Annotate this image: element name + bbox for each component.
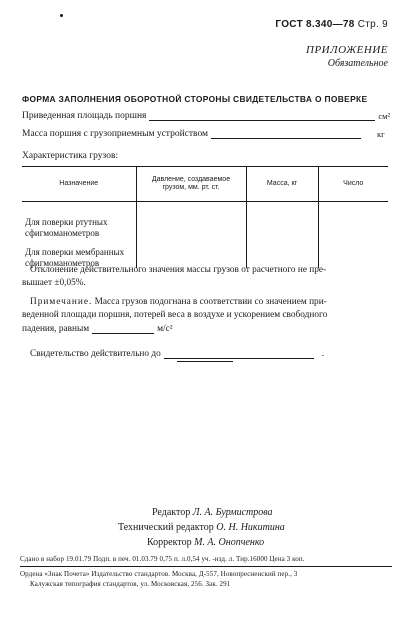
piston-mass-field <box>22 128 385 139</box>
validity-label: Свидетельство действительно до <box>30 349 161 359</box>
weights-heading: Характеристика грузов: <box>22 151 119 161</box>
deviation-line-1: Отклонение действительного значения массы грузов от расчетного не пре- <box>30 265 327 275</box>
row-count <box>318 238 388 268</box>
credit-tech-editor <box>118 522 285 533</box>
imprint-line-3: Калужская типография стандартов, ул. Московская, 256. Зак. 291 <box>30 580 231 588</box>
weights-table <box>22 166 388 268</box>
piston-area-blank <box>149 110 375 121</box>
remark-text-1: Масса грузов подогнана в соответствии со значением при- <box>94 297 327 307</box>
remark-label: Примечание. <box>30 297 93 307</box>
row-count <box>318 202 388 239</box>
deviation-line-2: вышает ±0,05%. <box>22 278 86 288</box>
credit-name: М. А. Онопченко <box>194 537 265 548</box>
appendix-title: ПРИЛОЖЕНИЕ <box>306 44 388 56</box>
piston-area-unit: см² <box>378 111 391 121</box>
table-header-row <box>22 167 388 202</box>
remark-line-2: веденной площади поршня, потерей веса в воздухе и ускорением свободного <box>22 310 328 320</box>
header-purpose: Назначение <box>22 167 136 202</box>
remark-text-3: падения, равным <box>22 324 90 334</box>
validity-field <box>30 348 324 359</box>
header-count: Число <box>318 167 388 202</box>
remark-line-1 <box>30 297 327 307</box>
page-number: Стр. 9 <box>357 19 388 30</box>
table-row <box>22 202 388 239</box>
validity-blank <box>164 348 314 359</box>
piston-mass-blank <box>211 128 361 139</box>
row-pressure <box>136 238 246 268</box>
credit-role: Редактор <box>152 507 191 518</box>
remark-line-3 <box>22 323 173 334</box>
credit-name: Л. А. Бурмистрова <box>192 507 273 518</box>
piston-area-field <box>22 110 390 121</box>
piston-area-label: Приведенная площадь поршня <box>22 111 147 121</box>
credit-role: Технический редактор <box>118 522 214 533</box>
credit-name: О. Н. Никитина <box>216 522 285 533</box>
standard-header <box>275 19 388 30</box>
row-mass <box>246 202 318 239</box>
credit-corrector <box>147 537 264 548</box>
form-title: ФОРМА ЗАПОЛНЕНИЯ ОБОРОТНОЙ СТОРОНЫ СВИДЕТЕЛЬСТВА О ПОВЕРКЕ <box>22 94 368 104</box>
imprint-line-2: Ордена «Знак Почета» Издательство стандартов. Москва, Д-557, Новопресненский пер., 3 <box>20 570 298 578</box>
page-mark-dot <box>60 14 63 17</box>
gravity-blank <box>92 323 154 334</box>
piston-mass-unit: кг <box>377 129 385 139</box>
standard-number: ГОСТ 8.340—78 <box>275 19 355 30</box>
row-pressure <box>136 202 246 239</box>
row-purpose: Для поверки мембранных сфигмоманометров <box>25 247 125 268</box>
imprint-rule <box>20 566 392 567</box>
credit-editor <box>152 507 273 518</box>
header-mass: Масса, кг <box>246 167 318 202</box>
imprint-line-1: Сдано в набор 19.01.79 Подп. в печ. 01.03.79 0,75 п. л.0,54 уч. -изд. л. Тир.16000 Цена 3 коп. <box>20 555 305 563</box>
header-pressure: Давление, создаваемое грузом, мм. рт. ст. <box>136 167 246 202</box>
piston-mass-label: Масса поршня с грузоприемным устройством <box>22 129 209 139</box>
gravity-unit: м/с² <box>157 324 173 334</box>
row-purpose: Для поверки ртутных сфигмоманометров <box>25 217 108 238</box>
appendix-status: Обязательное <box>327 58 388 69</box>
validity-end: . <box>321 349 325 359</box>
separator-rule <box>177 361 233 362</box>
table-row <box>22 238 388 268</box>
credit-role: Корректор <box>147 537 192 548</box>
row-mass <box>246 238 318 268</box>
